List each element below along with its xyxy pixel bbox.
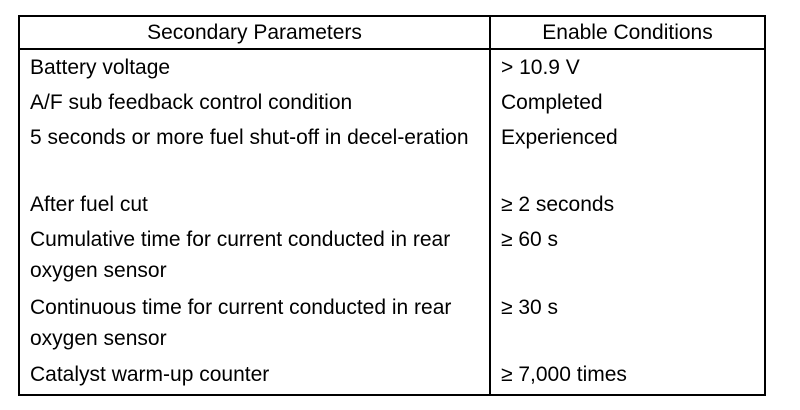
header-enable-conditions: Enable Conditions (490, 17, 764, 49)
condition-cell: ≥ 60 s (501, 228, 559, 252)
parameter-cell: Battery voltage (20, 49, 490, 87)
parameter-cell: Catalyst warm-up counter (20, 359, 490, 394)
parameter-cell: A/F sub feedback control condition (20, 87, 490, 122)
table-row (20, 359, 764, 394)
condition-cell: Experienced (501, 125, 618, 149)
table-row (20, 122, 764, 190)
condition-cell: ≥ 30 s (501, 295, 559, 319)
condition-cell: ≥ 7,000 times (501, 363, 627, 387)
condition-cell: ≥ 2 seconds (501, 193, 615, 217)
table-header-row (20, 17, 764, 49)
parameter-cell: After fuel cut (20, 189, 490, 224)
table-row (20, 87, 764, 122)
table-row (20, 224, 764, 292)
parameter-cell: Continuous time for current conducted in rear oxygen sensor (20, 292, 490, 360)
parameter-cell: Cumulative time for current conducted in rear oxygen sensor (20, 224, 490, 292)
table-row (20, 292, 764, 360)
table-row (20, 49, 764, 87)
enable-conditions-table (20, 17, 764, 394)
table-row (20, 189, 764, 224)
header-secondary-parameters: Secondary Parameters (20, 17, 490, 49)
condition-cell: Completed (501, 90, 603, 114)
condition-cell: > 10.9 V (501, 56, 580, 79)
parameter-cell: 5 seconds or more fuel shut-off in decel-eration (20, 122, 490, 190)
enable-conditions-table-frame (18, 15, 766, 396)
